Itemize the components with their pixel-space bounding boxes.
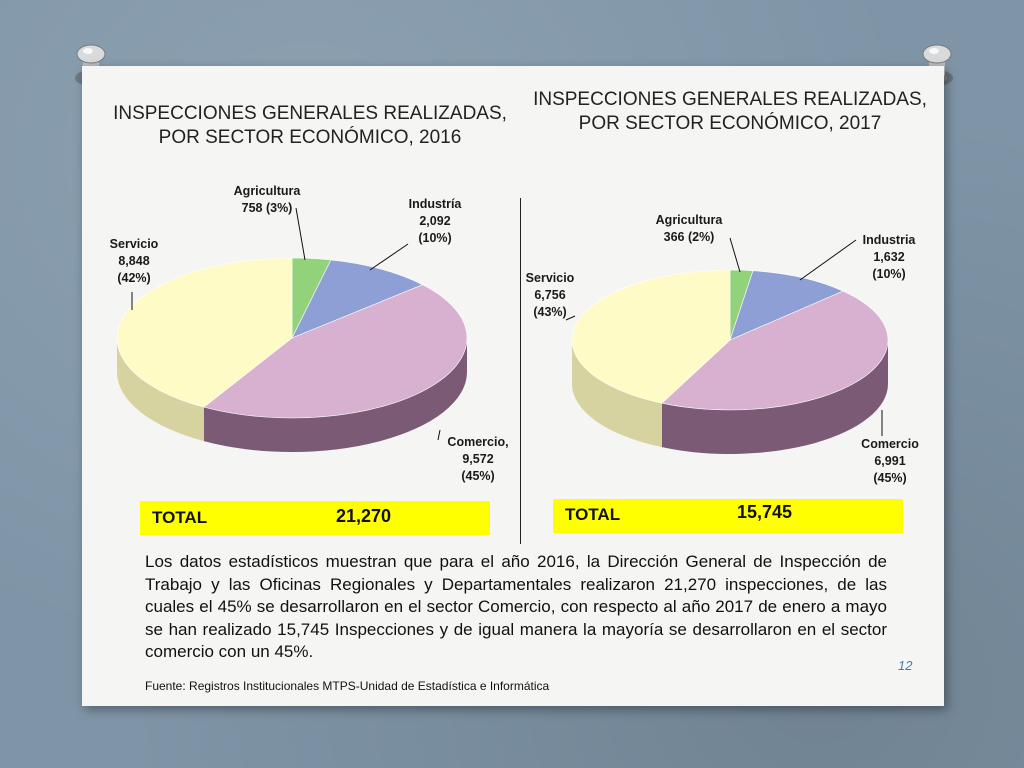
total-box-2017 [553, 499, 903, 533]
label-industria-2016: Industría 2,092 (10%) [408, 197, 462, 245]
label-comercio-2016: Comercio, 9,572 (45%) [447, 435, 509, 483]
total-label-2016: TOTAL [152, 508, 208, 527]
label-servicio-2017: Servicio 6,756 (43%) [525, 271, 575, 319]
chart-title-2017: INSPECCIONES GENERALES REALIZADAS, POR SECTOR ECONÓMICO, 2017 [533, 89, 927, 134]
total-box-2016 [140, 501, 490, 535]
total-label-2017: TOTAL [565, 505, 621, 524]
label-agricultura-2016: Agricultura 758 (3%) [233, 184, 301, 215]
label-industria-2017: Industria 1,632 (10%) [862, 233, 916, 281]
total-value-2016: 21,270 [336, 506, 392, 526]
label-agricultura-2017: Agricultura 366 (2%) [655, 213, 723, 244]
summary-paragraph: Los datos estadísticos muestran que para el año 2016, la Dirección General de Inspección de Trabajo y las Oficinas Regionales y Departamentales realizaron 21,270 inspecciones, de las cuales el 45% se desarrollaron en el sector Comercio, con respecto al año 2017 de enero a mayo se han realizado 15,745 Inspecciones y de igual manera la mayoría se desarrollaron en el sector comercio con un 45%. [145, 552, 887, 661]
source-note: Fuente: Registros Institucionales MTPS-Unidad de Estadística e Informática [145, 679, 550, 693]
chart-divider [520, 198, 521, 544]
label-comercio-2017: Comercio 6,991 (45%) [861, 437, 919, 485]
chart-title-2016: INSPECCIONES GENERALES REALIZADAS, POR SECTOR ECONÓMICO, 2016 [113, 103, 507, 148]
leader-line-industria [800, 240, 856, 280]
label-servicio-2016: Servicio 8,848 (42%) [109, 237, 159, 285]
total-value-2017: 15,745 [737, 502, 793, 522]
page-number: 12 [898, 658, 913, 673]
